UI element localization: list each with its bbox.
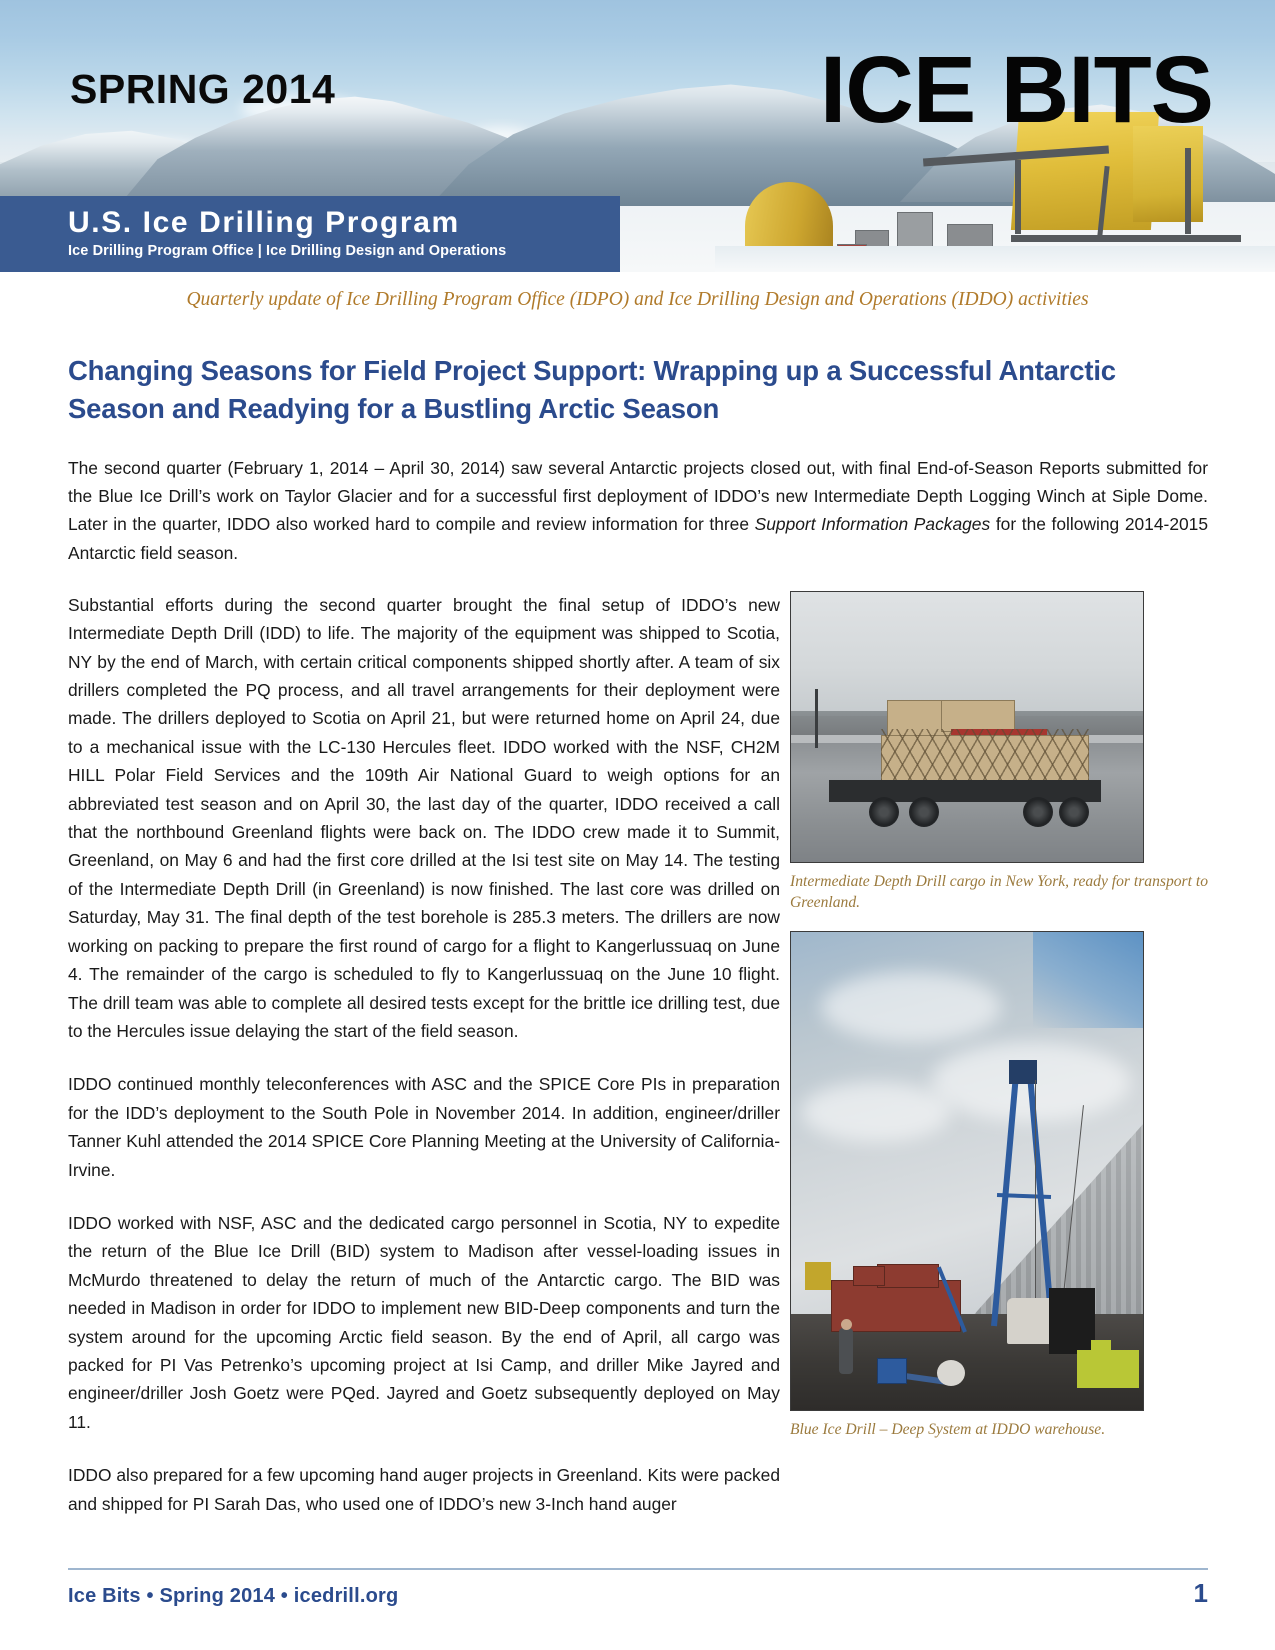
equipment-sack (1007, 1298, 1055, 1344)
page-footer (68, 1578, 1208, 1609)
trailer-wheel (869, 797, 899, 827)
issue-label: SPRING 2014 (70, 66, 336, 112)
footer-text: Ice Bits • Spring 2014 • icedrill.org (68, 1585, 399, 1607)
drill-crown-block (1009, 1060, 1037, 1084)
photo-blue-sky-patch (1033, 932, 1143, 1028)
trailer-wheel (1059, 797, 1089, 827)
two-column-layout (68, 591, 1208, 1543)
cable-reel (937, 1360, 965, 1386)
drill-rig-beam (1011, 235, 1241, 242)
figure-idd-cargo (790, 591, 1210, 913)
forklift-mast (1049, 1288, 1095, 1354)
cargo-net (881, 729, 1089, 781)
figure-caption: Intermediate Depth Drill cargo in New York, ready for transport to Greenland. (790, 872, 1208, 911)
body-paragraph: IDDO worked with NSF, ASC and the dedicated cargo personnel in Scotia, NY to expedite the return of the Blue Ice Drill (BID) system to Madison after vessel-loading issues in McMurdo threatened to delay the return of much of the Antarctic cargo. The BID was needed in Madison in order for IDDO to implement new BID-Deep components and turn the system around for the upcoming Arctic field season. By the end of April, all cargo was packed for PI Vas Petrenko’s upcoming project at Isi Camp, and driller Mike Jayred and engineer/driller Josh Goetz were PQed. Jayred and Goetz subsequently deployed on May 11. (68, 1212, 780, 1432)
lede-italic-term: Support Information Packages (754, 514, 991, 535)
forklift-body (1077, 1350, 1139, 1388)
lede-text-2: for the following 2014-2015 Antarctic field season. (68, 514, 1209, 563)
drill-rig-beam (1015, 160, 1021, 234)
figure-caption: Blue Ice Drill – Deep System at IDDO warehouse. (790, 1420, 1106, 1438)
trailer-wheel (909, 797, 939, 827)
red-cargo-box (877, 1264, 939, 1288)
page-number: 1 (1193, 1578, 1208, 1608)
red-cargo-box (853, 1266, 885, 1286)
yellow-forklift-far (805, 1262, 831, 1290)
body-paragraph: Substantial efforts during the second quarter brought the final setup of IDDO’s new Intermediate Depth Drill (IDD) to life. The majority of the equipment was shipped to Scotia, NY by the end of March, with certain critical components shipped shortly after. A team of six drillers completed the PQ process, and all travel arrangements for their deployment were made. The drillers deployed to Scotia on April 21, but were returned home on April 24, due to a mechanical issue with the LC-130 Hercules fleet. IDDO worked with the NSF, CH2M HILL Polar Field Services and the 109th Air National Guard to weigh options for an abbreviated test season and on April 30, the last day of the quarter, IDDO received a call that the northbound Greenland flights were back on. The IDDO crew made it to Summit, Greenland, on May 6 and had the first core drilled at the Isi test site on May 14. The testing of the Intermediate Depth Drill (in Greenland) is now finished. The last core was drilled on Saturday, May 31. The final depth of the test borehole is 285.3 meters. The drillers are now working on packing to prepare the first round of cargo for a flight to Kangerlussuaq on June 4. The remainder of the cargo is scheduled to fly to Kangerlussuaq on the June 10 flight. The drill team was able to complete all desired tests except for the brittle ice drilling test, due to the Hercules issue delaying the start of the field season. (68, 594, 780, 1041)
cloud-shape (801, 1082, 951, 1142)
blue-ice-drill-photo (790, 931, 1144, 1411)
cloud-shape (821, 972, 1001, 1042)
control-box (877, 1358, 907, 1384)
photo-pole (815, 689, 818, 748)
figure-blue-ice-drill (790, 931, 1210, 1440)
photo-sky (791, 592, 1143, 716)
body-paragraph: IDDO continued monthly teleconferences with ASC and the SPICE Core PIs in preparation for the IDD’s deployment to the South Pole in November 2014. In addition, engineer/driller Tanner Kuhl attended the 2014 SPICE Core Planning Meeting at the University of California-Irvine. (68, 1074, 780, 1180)
figure-column (790, 591, 1210, 1458)
idd-cargo-photo (790, 591, 1144, 863)
lede-text-1: The second quarter (February 1, 2014 – April 30, 2014) saw several Antarctic projects closed out, with final End-of-Season Reports submitted for the Blue Ice Drill’s work on Taylor Glacier and for a successful first deployment of IDDO’s new Intermediate Depth Logging Winch at Siple Dome. Later in the quarter, IDDO also worked hard to compile and review information for three (68, 458, 1208, 535)
drill-cable (1035, 1080, 1036, 1322)
body-paragraph: IDDO also prepared for a few upcoming hand auger projects in Greenland. Kits were packed and shipped for PI Sarah Das, who used one of IDDO’s new 3-Inch hand auger (68, 1465, 780, 1514)
trailer-wheel (1023, 797, 1053, 827)
camp-tent-shape (745, 182, 833, 254)
article-lede (68, 454, 1208, 567)
flatbed-trailer (829, 780, 1101, 802)
person-figure (839, 1328, 853, 1374)
person-head (841, 1319, 852, 1330)
drill-rig-beam (1185, 148, 1191, 234)
brand-subtitle: Ice Drilling Program Office | Ice Drilling Design and Operations (68, 243, 507, 259)
brand-title: U.S. Ice Drilling Program (68, 206, 460, 239)
publication-title: ICE BITS (819, 37, 1213, 143)
tagline: Quarterly update of Ice Drilling Program Office (IDPO) and Ice Drilling Design and Operations (IDDO) activities (186, 289, 1089, 310)
article-headline: Changing Seasons for Field Project Support: Wrapping up a Successful Antarctic Season and Readying for a Bustling Arctic Season (68, 355, 1116, 424)
article-content (68, 352, 1208, 1543)
footer-divider (68, 1568, 1208, 1570)
forklift-cage (1091, 1340, 1111, 1354)
brand-bar (0, 196, 620, 272)
snow-ground-shape (715, 246, 1275, 272)
masthead (0, 0, 1275, 272)
wooden-crate (941, 700, 1015, 732)
body-column (68, 591, 780, 1543)
